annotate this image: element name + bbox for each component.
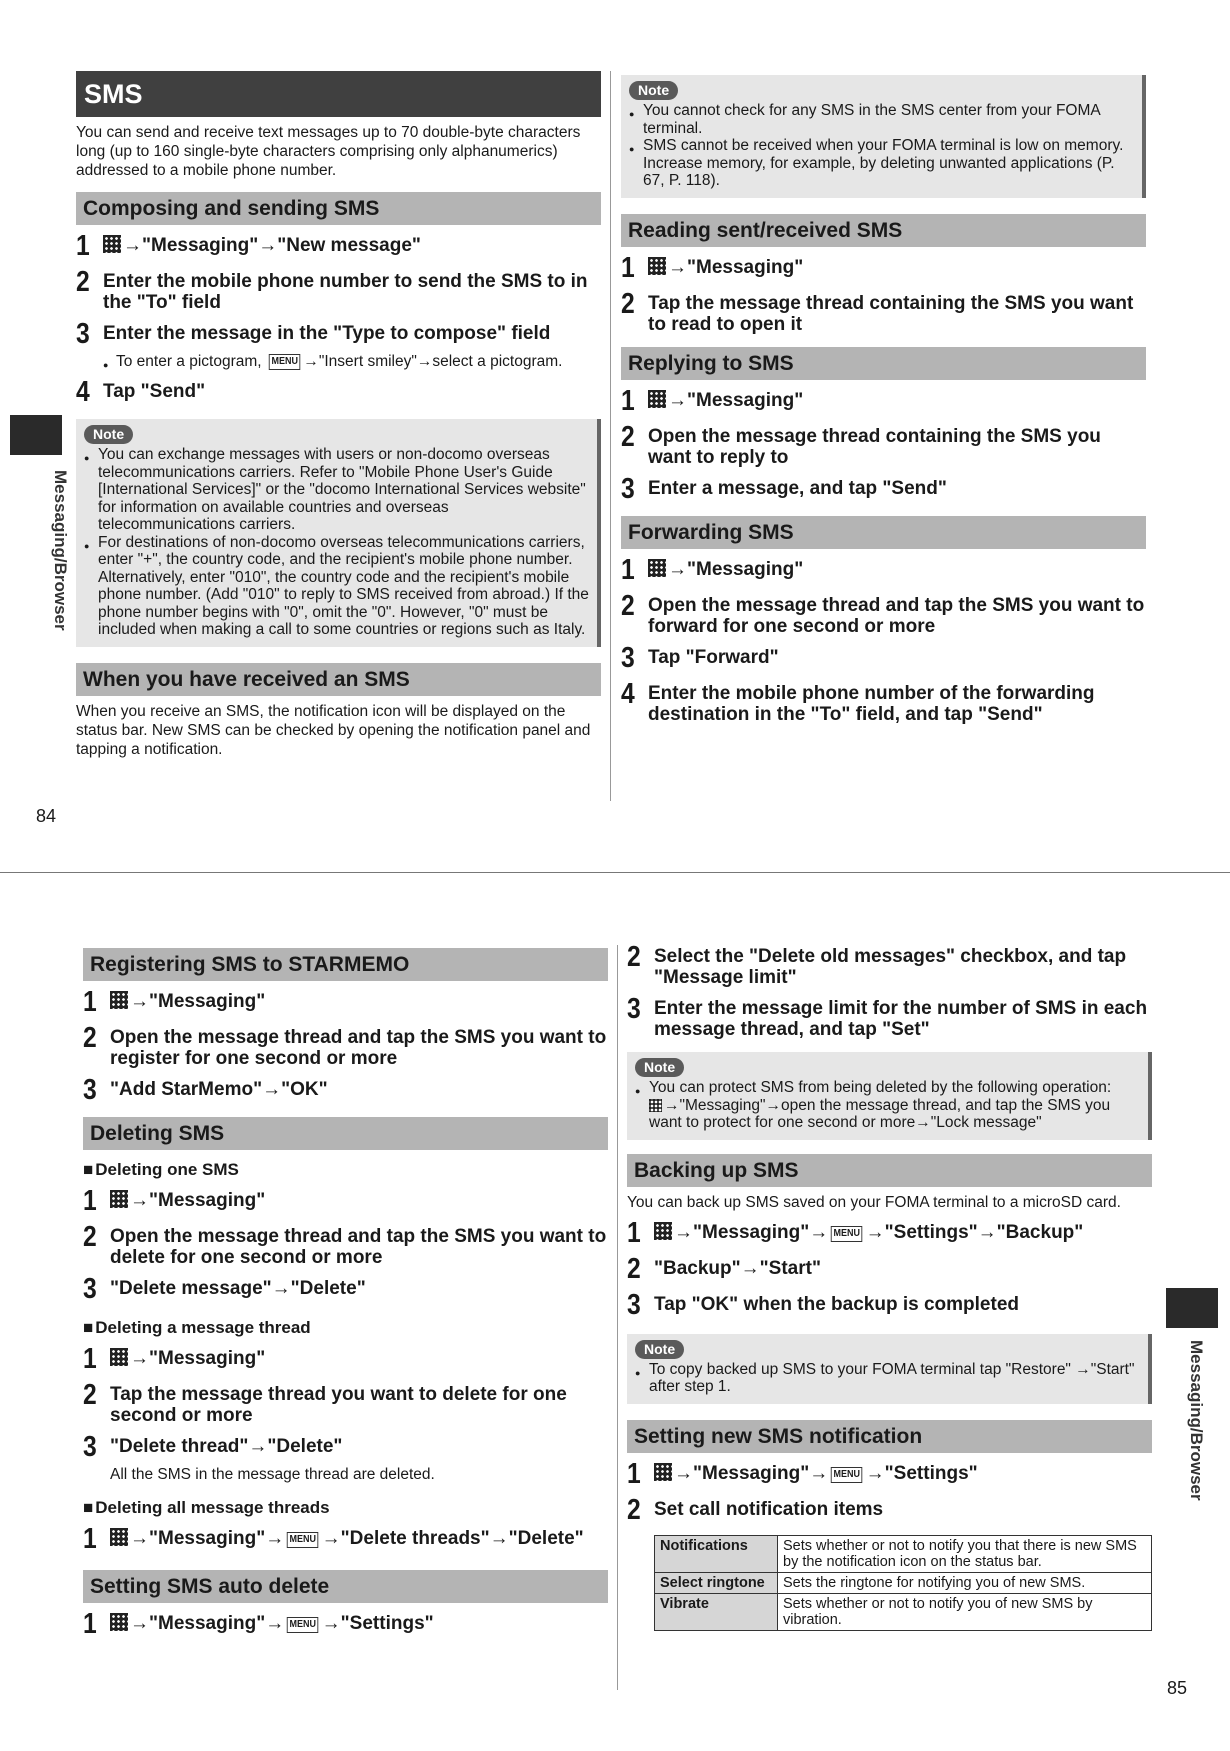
step-number: 3 bbox=[627, 1288, 641, 1321]
left-column bbox=[76, 71, 601, 763]
starmemo-step-2 bbox=[83, 1023, 608, 1069]
step-text: Enter the mobile phone number of the forwarding destination in the "To" field, and tap "Send" bbox=[648, 682, 1095, 725]
hint-text: To enter a pictogram, bbox=[116, 353, 262, 370]
starmemo-step-3 bbox=[83, 1075, 608, 1105]
step-number: 2 bbox=[621, 420, 635, 453]
menu-key-icon: MENU bbox=[831, 1467, 863, 1483]
apps-grid-icon bbox=[648, 559, 666, 577]
step-text: Enter a message, and tap "Send" bbox=[648, 477, 947, 499]
del-all-title: ■ Deleting all message threads bbox=[83, 1498, 608, 1518]
deleting-header: Deleting SMS bbox=[83, 1117, 608, 1150]
auto-delete-header: Setting SMS auto delete bbox=[83, 1570, 608, 1603]
table-cell-desc: Sets whether or not to notify you of new SMS by vibration. bbox=[778, 1593, 1152, 1630]
column-divider bbox=[610, 71, 611, 801]
step-number: 2 bbox=[627, 1493, 641, 1526]
apps-grid-icon bbox=[110, 991, 128, 1009]
forwarding-header: Forwarding SMS bbox=[621, 516, 1146, 549]
step-number: 3 bbox=[83, 1273, 97, 1305]
step-text: →"Messaging" bbox=[130, 1348, 266, 1369]
notification-table-wrap bbox=[654, 1535, 1152, 1631]
step-text: →"Messaging"→ bbox=[130, 1528, 285, 1549]
del-all-step-1 bbox=[83, 1524, 608, 1554]
compose-header: Composing and sending SMS bbox=[76, 192, 601, 225]
step-number: 1 bbox=[83, 1523, 97, 1555]
step-text: Open the message thread and tap the SMS you want to register for one second or more bbox=[110, 1027, 607, 1069]
del-one-step-3 bbox=[83, 1274, 608, 1304]
side-tab-marker bbox=[1166, 1288, 1218, 1328]
backup-step-2 bbox=[627, 1254, 1152, 1284]
step-number: 3 bbox=[76, 318, 90, 350]
step-number: 1 bbox=[621, 553, 635, 586]
step-text: →"Messaging" bbox=[130, 991, 266, 1012]
forwarding-step-1 bbox=[621, 555, 1146, 585]
note-box bbox=[627, 1052, 1152, 1140]
apps-grid-icon bbox=[110, 1528, 128, 1546]
menu-key-icon: MENU bbox=[831, 1226, 863, 1242]
step-text: →"Messaging"→ bbox=[130, 1613, 285, 1634]
received-header: When you have received an SMS bbox=[76, 663, 601, 696]
side-label: Messaging/Browser bbox=[1187, 1340, 1206, 1501]
note-text: You can protect SMS from being deleted by the following operation: bbox=[649, 1079, 1112, 1096]
table-cell-item: Select ringtone bbox=[655, 1572, 778, 1593]
left-column bbox=[83, 948, 608, 1639]
apps-grid-icon bbox=[648, 390, 666, 408]
reading-step-1 bbox=[621, 253, 1146, 283]
replying-step-3 bbox=[621, 474, 1146, 504]
replying-header: Replying to SMS bbox=[621, 347, 1146, 380]
page-number: 85 bbox=[1167, 1678, 1188, 1698]
step-text: →"Settings"→"Backup" bbox=[865, 1221, 1084, 1243]
step-number: 4 bbox=[621, 677, 635, 710]
step-number: 3 bbox=[621, 641, 635, 674]
note-badge: Note bbox=[635, 1058, 684, 1077]
del-one-step-1 bbox=[83, 1186, 608, 1216]
step-number: 2 bbox=[621, 589, 635, 622]
backup-step-1 bbox=[627, 1218, 1152, 1248]
step-text: →"Messaging"→ bbox=[674, 1221, 829, 1243]
received-text: When you receive an SMS, the notification icon will be displayed on the status bar. New SMS can be checked by opening the notification panel and tapping a notification. bbox=[76, 702, 591, 758]
note-badge: Note bbox=[629, 81, 678, 100]
note-item: ● To copy backed up SMS to your FOMA terminal tap "Restore" →"Start" after step 1. bbox=[635, 1361, 1140, 1396]
del-one-step-2 bbox=[83, 1222, 608, 1268]
step-text: Open the message thread and tap the SMS you want to delete for one second or more bbox=[110, 1226, 607, 1268]
table-row bbox=[655, 1535, 1152, 1572]
auto-step-1 bbox=[83, 1609, 608, 1639]
auto-step-2 bbox=[627, 942, 1152, 988]
apps-grid-icon bbox=[103, 235, 121, 253]
step-text: Tap "Forward" bbox=[648, 646, 779, 668]
step-number: 1 bbox=[83, 1343, 97, 1375]
apps-grid-icon bbox=[654, 1463, 672, 1481]
step-text: →"Settings" bbox=[321, 1613, 434, 1634]
compose-step-1 bbox=[76, 231, 601, 261]
starmemo-header: Registering SMS to STARMEMO bbox=[83, 948, 608, 981]
note-item: ● SMS cannot be received when your FOMA terminal is low on memory. Increase memory, for example, by deleting unwanted applications (P. 67, P. 118). bbox=[629, 137, 1134, 190]
step-text: Tap the message thread you want to delete for one second or more bbox=[110, 1384, 567, 1426]
right-column bbox=[621, 75, 1146, 725]
note-item: ● For destinations of non-docomo overseas telecommunications carriers, enter "+", the country code, and the recipient's mobile phone number. Alternatively, enter "010", the country code and the recipient's mobile phone number. (Add "010" to reply to SMS received from abroad.) If the phone number begins with "0", omit the "0". However, "0" must be included when making a call to some countries or regions such as Italy. bbox=[84, 534, 589, 639]
sms-intro: You can send and receive text messages up to 70 double-byte characters long (up to 160 single-byte characters comprising only alphanumerics) addressed to a mobile phone number. bbox=[76, 124, 581, 179]
step-number: 3 bbox=[83, 1431, 97, 1463]
step-text: Tap the message thread containing the SMS you want to read to open it bbox=[648, 292, 1134, 335]
del-thread-title: ■ Deleting a message thread bbox=[83, 1318, 608, 1338]
step-text: →"Messaging" bbox=[668, 256, 804, 278]
backup-intro: You can back up SMS saved on your FOMA terminal to a microSD card. bbox=[627, 1193, 1121, 1211]
menu-key-icon: MENU bbox=[269, 354, 301, 370]
step-number: 3 bbox=[627, 993, 641, 1025]
step-number: 1 bbox=[621, 384, 635, 417]
apps-grid-icon bbox=[654, 1222, 672, 1240]
forwarding-step-3 bbox=[621, 643, 1146, 673]
table-cell-desc: Sets the ringtone for notifying you of new SMS. bbox=[778, 1572, 1152, 1593]
step-number: 1 bbox=[627, 1216, 641, 1249]
table-cell-item: Vibrate bbox=[655, 1593, 778, 1630]
step-text: →"Messaging"→ bbox=[674, 1462, 829, 1484]
notif-step-2 bbox=[627, 1495, 1152, 1525]
forwarding-step-4 bbox=[621, 679, 1146, 725]
apps-grid-icon bbox=[110, 1190, 128, 1208]
step-text: →"Messaging" bbox=[668, 558, 804, 580]
backup-header: Backing up SMS bbox=[627, 1154, 1152, 1187]
notif-step-1 bbox=[627, 1459, 1152, 1489]
backup-step-3 bbox=[627, 1290, 1152, 1320]
step-number: 2 bbox=[621, 287, 635, 320]
compose-step-3 bbox=[76, 319, 601, 349]
step-text: "Backup"→"Start" bbox=[654, 1257, 821, 1279]
page-84 bbox=[0, 0, 1230, 870]
step-text: Tap "Send" bbox=[103, 381, 206, 402]
table-cell-item: Notifications bbox=[655, 1535, 778, 1572]
step-text: "Delete thread"→"Delete" bbox=[110, 1436, 343, 1457]
side-tab-marker bbox=[10, 415, 62, 455]
step-text: Open the message thread and tap the SMS you want to forward for one second or more bbox=[648, 594, 1145, 637]
compose-step-3-hint bbox=[103, 352, 601, 371]
page-85 bbox=[0, 870, 1230, 1751]
del-thread-step-3 bbox=[83, 1432, 608, 1462]
step-text: Enter the message limit for the number of SMS in each message thread, and tap "Set" bbox=[654, 998, 1148, 1040]
step-number: 2 bbox=[83, 1022, 97, 1054]
del-thread-note: All the SMS in the message thread are deleted. bbox=[110, 1466, 435, 1483]
step-text: Enter the message in the "Type to compose" field bbox=[103, 323, 551, 344]
note-box bbox=[627, 1334, 1152, 1404]
right-column bbox=[627, 942, 1152, 1631]
apps-grid-icon bbox=[110, 1613, 128, 1631]
notification-table bbox=[654, 1535, 1152, 1631]
step-text: →"Messaging" bbox=[668, 389, 804, 411]
step-number: 1 bbox=[83, 1608, 97, 1640]
reading-header: Reading sent/received SMS bbox=[621, 214, 1146, 247]
step-text: Select the "Delete old messages" checkbox, and tap "Message limit" bbox=[654, 946, 1127, 988]
forwarding-step-2 bbox=[621, 591, 1146, 637]
del-thread-step-1 bbox=[83, 1344, 608, 1374]
apps-grid-icon bbox=[648, 257, 666, 275]
note-box bbox=[621, 75, 1146, 198]
step-text: Enter the mobile phone number to send the SMS to in the "To" field bbox=[103, 271, 588, 313]
del-one-title: ■ Deleting one SMS bbox=[83, 1160, 608, 1180]
replying-step-2 bbox=[621, 422, 1146, 468]
table-row bbox=[655, 1593, 1152, 1630]
compose-step-2 bbox=[76, 267, 601, 313]
note-badge: Note bbox=[84, 425, 133, 444]
apps-grid-icon bbox=[110, 1348, 128, 1366]
step-number: 3 bbox=[83, 1074, 97, 1106]
auto-step-3 bbox=[627, 994, 1152, 1040]
note-item: ● You can exchange messages with users or non-docomo overseas telecommunications carriers. Refer to "Mobile Phone User's Guide [International Services]" or the "docomo International Services website" for information on available countries and overseas telecommunications carriers. bbox=[84, 446, 589, 534]
step-number: 1 bbox=[83, 986, 97, 1018]
note-item bbox=[635, 1079, 1140, 1132]
hint-text: →"Insert smiley"→select a pictogram. bbox=[303, 353, 563, 370]
page-number: 84 bbox=[36, 806, 57, 826]
compose-step-4 bbox=[76, 377, 601, 407]
step-text: "Add StarMemo"→"OK" bbox=[110, 1079, 328, 1100]
step-number: 2 bbox=[83, 1221, 97, 1253]
step-text: Open the message thread containing the SMS you want to reply to bbox=[648, 425, 1101, 468]
replying-step-1 bbox=[621, 386, 1146, 416]
step-number: 1 bbox=[627, 1457, 641, 1490]
step-number: 1 bbox=[621, 251, 635, 284]
table-cell-desc: Sets whether or not to notify you that there is new SMS by the notification icon on the status bar. bbox=[778, 1535, 1152, 1572]
step-text: →"Messaging" bbox=[130, 1190, 266, 1211]
step-text: Set call notification items bbox=[654, 1498, 884, 1520]
step-number: 4 bbox=[76, 376, 90, 408]
step-number: 1 bbox=[83, 1185, 97, 1217]
step-text: →"Delete threads"→"Delete" bbox=[321, 1528, 584, 1549]
reading-step-2 bbox=[621, 289, 1146, 335]
step-text: Tap "OK" when the backup is completed bbox=[654, 1293, 1019, 1315]
menu-key-icon: MENU bbox=[287, 1532, 319, 1548]
step-number: 3 bbox=[621, 472, 635, 505]
step-number: 2 bbox=[83, 1379, 97, 1411]
step-number: 1 bbox=[76, 230, 90, 262]
step-number: 2 bbox=[627, 941, 641, 973]
step-number: 2 bbox=[76, 266, 90, 298]
note-item: ● You cannot check for any SMS in the SMS center from your FOMA terminal. bbox=[629, 102, 1134, 137]
note-badge: Note bbox=[635, 1340, 684, 1359]
column-divider bbox=[617, 945, 618, 1690]
note-box bbox=[76, 419, 601, 647]
notification-header: Setting new SMS notification bbox=[627, 1420, 1152, 1453]
step-text: →"Settings" bbox=[865, 1462, 978, 1484]
menu-key-icon: MENU bbox=[287, 1617, 319, 1633]
step-text: "Delete message"→"Delete" bbox=[110, 1278, 366, 1299]
step-number: 2 bbox=[627, 1252, 641, 1285]
section-title-sms: SMS bbox=[76, 71, 601, 117]
note-text: →"Messaging"→open the message thread, and tap the SMS you want to protect for one second or more→"Lock message" bbox=[649, 1096, 1111, 1131]
table-row bbox=[655, 1572, 1152, 1593]
step-text: →"Messaging"→"New message" bbox=[123, 235, 421, 256]
apps-grid-icon bbox=[649, 1099, 662, 1112]
side-label: Messaging/Browser bbox=[51, 470, 70, 631]
starmemo-step-1 bbox=[83, 987, 608, 1017]
del-thread-step-2 bbox=[83, 1380, 608, 1426]
